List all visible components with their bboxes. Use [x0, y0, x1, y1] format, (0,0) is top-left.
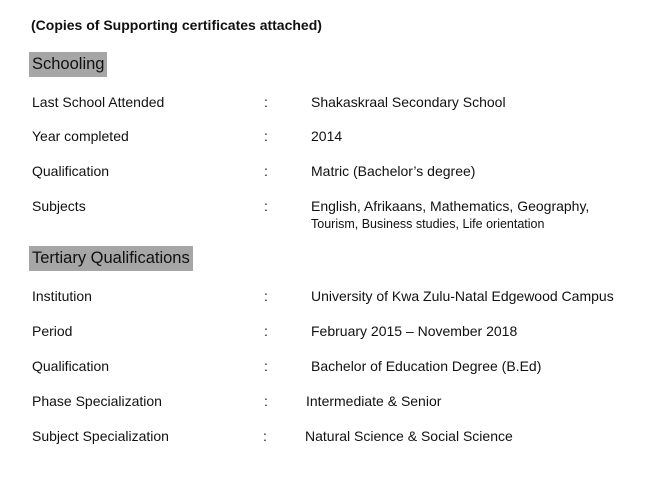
row-colon: : — [264, 128, 268, 144]
row-value: Bachelor of Education Degree (B.Ed) — [311, 358, 542, 374]
row-label: Qualification — [32, 358, 110, 374]
row-value-continued: Tourism, Business studies, Life orientation — [311, 217, 545, 231]
row-value: Matric (Bachelor’s degree) — [311, 163, 476, 179]
row-value: Natural Science & Social Science — [305, 428, 513, 444]
row-colon: : — [264, 198, 268, 214]
row-value: English, Afrikaans, Mathematics, Geography, — [311, 198, 590, 214]
row-label: Institution — [32, 288, 92, 304]
row-colon: : — [264, 323, 268, 339]
row-colon: : — [264, 288, 268, 304]
row-colon: : — [264, 393, 268, 409]
row-label: Subject Specialization — [32, 428, 169, 444]
row-colon: : — [264, 94, 268, 110]
row-label: Period — [32, 323, 73, 339]
row-label: Year completed — [32, 128, 129, 144]
row-label: Subjects — [32, 198, 86, 214]
row-value: University of Kwa Zulu-Natal Edgewood Campus — [311, 288, 614, 304]
row-label: Qualification — [32, 163, 110, 179]
row-colon: : — [263, 428, 267, 444]
section-heading-tertiary: Tertiary Qualifications — [29, 246, 193, 271]
row-value: February 2015 – November 2018 — [311, 323, 518, 339]
row-value: Intermediate & Senior — [306, 393, 442, 409]
row-colon: : — [264, 163, 268, 179]
row-colon: : — [264, 358, 268, 374]
section-heading-schooling: Schooling — [29, 52, 107, 77]
certificates-note: (Copies of Supporting certificates attached) — [31, 17, 322, 33]
row-value: 2014 — [311, 128, 343, 144]
row-label: Last School Attended — [32, 94, 165, 110]
row-label: Phase Specialization — [32, 393, 162, 409]
row-value: Shakaskraal Secondary School — [311, 94, 506, 110]
